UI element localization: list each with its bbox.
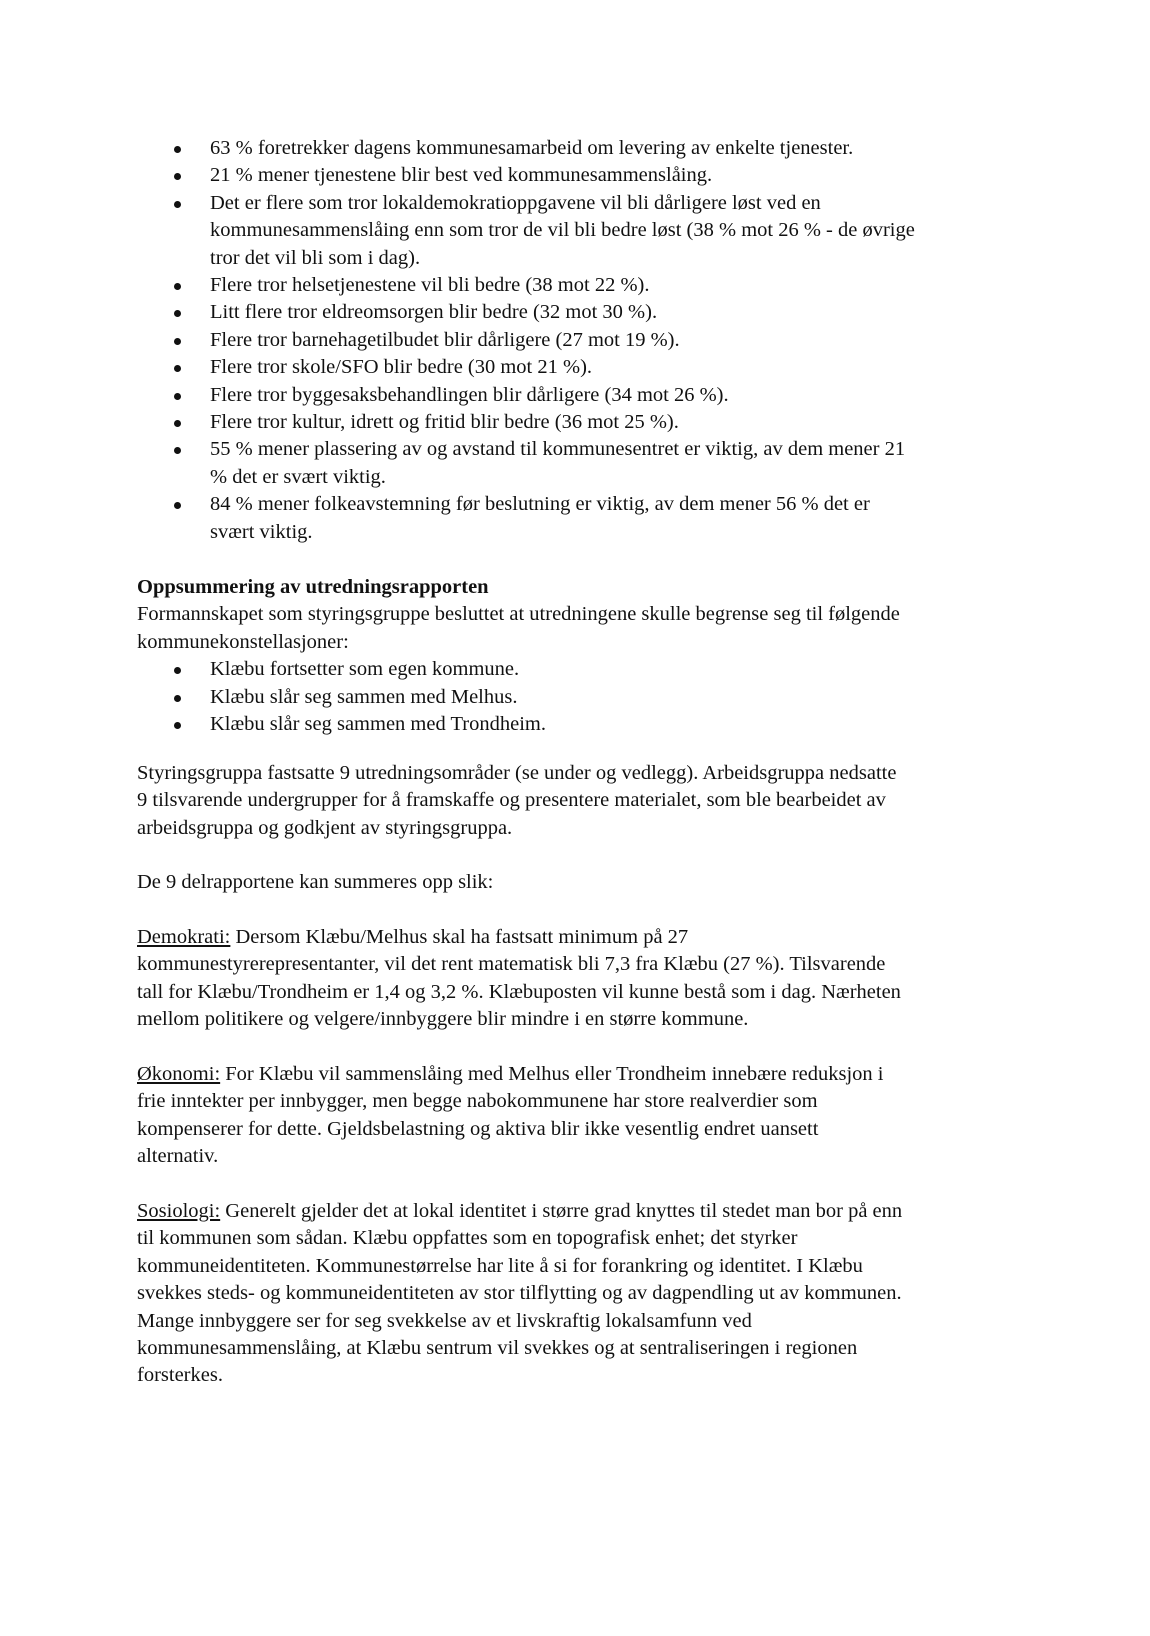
bullet-icon xyxy=(174,393,181,400)
text-line: 9 tilsvarende undergrupper for å framskaffe og presentere materialet, som ble bearbeidet av xyxy=(137,789,886,812)
list-item-text: kommunesammenslåing enn som tror de vil bli bedre løst (38 % mot 26 % - de øvrige xyxy=(210,219,915,242)
list-item xyxy=(137,711,1037,738)
list-item-text: 63 % foretrekker dagens kommunesamarbeid om levering av enkelte tjenester. xyxy=(210,137,854,159)
list-item-text: Flere tror barnehagetilbudet blir dårligere (27 mot 19 %). xyxy=(210,328,680,351)
bullet-icon xyxy=(174,310,181,317)
bullet-icon xyxy=(174,447,181,454)
summary-section xyxy=(137,574,1037,738)
bullet-icon xyxy=(174,365,181,372)
text-line: For Klæbu vil sammenslåing med Melhus eller Trondheim innebære reduksjon i xyxy=(220,1063,884,1085)
list-item-text: tror det vil bli som i dag). xyxy=(210,246,421,269)
list-item xyxy=(137,162,1037,189)
text-line: Dersom Klæbu/Melhus skal ha fastsatt minimum på 27 xyxy=(230,926,689,948)
list-item xyxy=(137,299,1037,326)
text-line: Styringsgruppa fastsatte 9 utredningsområder (se under og vedlegg). Arbeidsgruppa nedsatte xyxy=(137,762,897,784)
bullet-icon xyxy=(174,667,181,674)
bullet-icon xyxy=(174,502,181,509)
text-line: kommunestyrerepresentanter, vil det rent matematisk bli 7,3 fra Klæbu (27 %). Tilsvarende xyxy=(137,953,886,976)
list-item-text: 21 % mener tjenestene blir best ved kommunesammenslåing. xyxy=(210,164,713,187)
bullet-icon xyxy=(174,695,181,702)
list-item-text: Klæbu slår seg sammen med Trondheim. xyxy=(210,713,546,736)
bullet-icon xyxy=(174,201,181,208)
bullet-icon xyxy=(174,283,181,290)
list-item-text: Flere tror byggesaksbehandlingen blir dårligere (34 mot 26 %). xyxy=(210,383,729,406)
list-item-text: svært viktig. xyxy=(210,520,313,543)
lead-in-text: De 9 delrapportene kan summeres opp slik: xyxy=(137,871,494,893)
section-okonomi xyxy=(137,1061,1037,1171)
bullet-icon xyxy=(174,146,181,153)
bullet-icon xyxy=(174,338,181,345)
text-line: mellom politikere og velgere/innbyggere blir mindre i en større kommune. xyxy=(137,1008,749,1031)
text-line: kompenserer for dette. Gjeldsbelastning og aktiva blir ikke vesentlig endret uansett xyxy=(137,1117,819,1140)
list-item xyxy=(137,684,1037,711)
section-label: Demokrati: xyxy=(137,926,231,948)
list-item xyxy=(137,272,1037,299)
text-line: kommuneidentiteten. Kommunestørrelse har lite å si for forankring og identitet. I Klæbu xyxy=(137,1254,863,1277)
list-item xyxy=(137,354,1037,381)
list-item-text: 84 % mener folkeavstemning før beslutning er viktig, av dem mener 56 % det er xyxy=(210,493,870,516)
list-item-text: Flere tror skole/SFO blir bedre (30 mot 21 %). xyxy=(210,356,593,379)
steering-group-paragraph xyxy=(137,760,1037,842)
list-item xyxy=(137,135,1037,162)
text-line: Formannskapet som styringsgruppe besluttet at utredningene skulle begrense seg til følgende xyxy=(137,603,900,626)
list-item xyxy=(137,190,1037,272)
text-line: alternativ. xyxy=(137,1145,219,1168)
text-line: til kommunen som sådan. Klæbu oppfattes som en topografisk enhet; det styrker xyxy=(137,1227,798,1250)
bullet-icon xyxy=(174,722,181,729)
list-item-text: Flere tror helsetjenestene vil bli bedre (38 mot 22 %). xyxy=(210,274,650,297)
survey-results-list xyxy=(137,135,1037,546)
list-item xyxy=(137,382,1037,409)
text-line: kommunekonstellasjoner: xyxy=(137,630,349,653)
text-line: kommunesammenslåing, at Klæbu sentrum vil svekkes og at sentraliseringen i regionen xyxy=(137,1337,858,1360)
section-heading: Oppsummering av utredningsrapporten xyxy=(137,576,489,598)
list-item-text: 55 % mener plassering av og avstand til kommunesentret er viktig, av dem mener 21 xyxy=(210,438,906,461)
list-item xyxy=(137,491,1037,546)
lead-in-paragraph xyxy=(137,869,1037,896)
section-label: Økonomi: xyxy=(137,1063,221,1085)
list-item-text: Litt flere tror eldreomsorgen blir bedre (32 mot 30 %). xyxy=(210,301,658,324)
bullet-icon xyxy=(174,420,181,427)
text-line: tall for Klæbu/Trondheim er 1,4 og 3,2 %. Klæbuposten vil kunne bestå som i dag. Nærheten xyxy=(137,980,901,1003)
section-demokrati xyxy=(137,924,1037,1034)
list-item-text: Klæbu slår seg sammen med Melhus. xyxy=(210,685,518,708)
list-item xyxy=(137,409,1037,436)
text-line: arbeidsgruppa og godkjent av styringsgruppa. xyxy=(137,816,513,839)
list-item-text: Klæbu fortsetter som egen kommune. xyxy=(210,658,520,681)
constellation-options-list xyxy=(137,656,1037,738)
list-item xyxy=(137,656,1037,683)
text-line: forsterkes. xyxy=(137,1364,223,1387)
intro-paragraph xyxy=(137,601,1037,656)
bullet-icon xyxy=(174,173,181,180)
list-item-text: % det er svært viktig. xyxy=(210,465,386,488)
list-item xyxy=(137,327,1037,354)
list-item-text: Det er flere som tror lokaldemokratioppgavene vil bli dårligere løst ved en xyxy=(210,191,821,214)
list-item-text: Flere tror kultur, idrett og fritid blir bedre (36 mot 25 %). xyxy=(210,411,679,434)
section-sosiologi xyxy=(137,1198,1037,1390)
text-line: Generelt gjelder det at lokal identitet i større grad knyttes til stedet man bor på enn xyxy=(220,1200,903,1222)
text-line: svekkes steds- og kommuneidentiteten av stor tilflytting og av dagpendling ut av kommunen. xyxy=(137,1282,902,1305)
text-line: frie inntekter per innbygger, men begge nabokommunene har store realverdier som xyxy=(137,1090,818,1113)
section-label: Sosiologi: xyxy=(137,1200,221,1222)
list-item xyxy=(137,436,1037,491)
text-line: Mange innbyggere ser for seg svekkelse av et livskraftig lokalsamfunn ved xyxy=(137,1309,752,1332)
